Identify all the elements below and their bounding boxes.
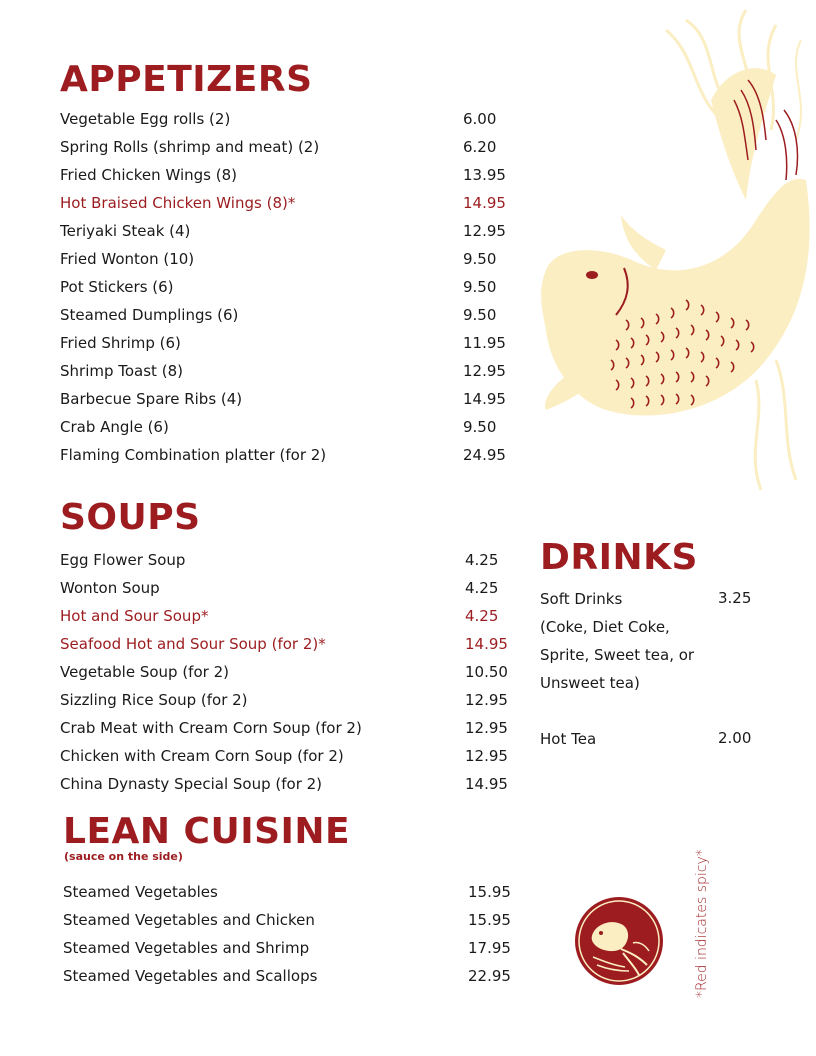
menu-item-name: Wonton Soup — [60, 579, 160, 597]
soft-drinks-price: 3.25 — [718, 589, 752, 607]
menu-item-name: Chicken with Cream Corn Soup (for 2) — [60, 747, 344, 765]
menu-item-name: Flaming Combination platter (for 2) — [60, 446, 327, 464]
menu-item — [60, 273, 520, 301]
lean-cuisine-heading: LEAN CUISINE — [63, 811, 351, 852]
menu-item-name: Hot and Sour Soup* — [60, 607, 209, 625]
soups-list — [60, 546, 520, 798]
menu-item-price: 6.20 — [463, 138, 497, 156]
menu-item — [63, 906, 523, 934]
menu-item-price: 10.50 — [465, 663, 508, 681]
menu-item-name: Fried Wonton (10) — [60, 250, 195, 268]
menu-item — [60, 714, 520, 742]
menu-item-name: Steamed Dumplings (6) — [60, 306, 239, 324]
menu-item — [63, 934, 523, 962]
spicy-note: *Red indicates spicy* — [694, 849, 710, 998]
menu-item — [60, 357, 520, 385]
koi-logo-icon — [573, 895, 665, 987]
menu-item — [60, 301, 520, 329]
menu-item — [60, 770, 520, 798]
appetizers-list — [60, 105, 520, 469]
menu-item-name: Fried Chicken Wings (8) — [60, 166, 237, 184]
menu-item-name: China Dynasty Special Soup (for 2) — [60, 775, 323, 793]
menu-item — [60, 329, 520, 357]
menu-item-name: Shrimp Toast (8) — [60, 362, 183, 380]
menu-item-name: Fried Shrimp (6) — [60, 334, 181, 352]
menu-item-price: 14.95 — [463, 194, 506, 212]
menu-item — [60, 686, 520, 714]
soft-drinks-line-2: (Coke, Diet Coke, — [540, 618, 670, 636]
menu-item-name: Crab Angle (6) — [60, 418, 169, 436]
menu-item-name: Steamed Vegetables and Chicken — [63, 911, 315, 929]
hot-tea-name: Hot Tea — [540, 730, 597, 748]
menu-item — [60, 161, 520, 189]
lean-cuisine-list — [63, 878, 523, 990]
menu-item-price: 17.95 — [468, 939, 511, 957]
menu-item-name: Teriyaki Steak (4) — [60, 222, 191, 240]
menu-item — [60, 441, 520, 469]
soft-drinks-line-1: Soft Drinks — [540, 590, 623, 608]
menu-item-price: 4.25 — [465, 551, 499, 569]
menu-item — [60, 105, 520, 133]
menu-item — [60, 217, 520, 245]
menu-item-price: 14.95 — [465, 635, 508, 653]
menu-item-price: 9.50 — [463, 418, 497, 436]
menu-item-name: Crab Meat with Cream Corn Soup (for 2) — [60, 719, 362, 737]
menu-item-price: 13.95 — [463, 166, 506, 184]
menu-item — [60, 602, 520, 630]
menu-item-name: Barbecue Spare Ribs (4) — [60, 390, 243, 408]
soft-drinks-line-4: Unsweet tea) — [540, 674, 640, 692]
menu-item — [60, 546, 520, 574]
soft-drinks-line-3: Sprite, Sweet tea, or — [540, 646, 695, 664]
menu-item-price: 12.95 — [465, 747, 508, 765]
menu-item — [60, 133, 520, 161]
menu-item-price: 11.95 — [463, 334, 506, 352]
menu-item-price: 4.25 — [465, 607, 499, 625]
drinks-heading: DRINKS — [540, 537, 698, 578]
menu-item-name: Egg Flower Soup — [60, 551, 186, 569]
menu-item-price: 12.95 — [465, 719, 508, 737]
menu-item — [60, 385, 520, 413]
menu-item — [60, 630, 520, 658]
appetizers-heading: APPETIZERS — [60, 59, 313, 100]
menu-item-name: Steamed Vegetables and Shrimp — [63, 939, 310, 957]
menu-item-price: 12.95 — [463, 222, 506, 240]
menu-item-name: Vegetable Egg rolls (2) — [60, 110, 231, 128]
menu-item-name: Spring Rolls (shrimp and meat) (2) — [60, 138, 320, 156]
menu-item-name: Hot Braised Chicken Wings (8)* — [60, 194, 296, 212]
menu-item-name: Pot Stickers (6) — [60, 278, 174, 296]
menu-item-price: 9.50 — [463, 250, 497, 268]
menu-item-price: 14.95 — [463, 390, 506, 408]
menu-item-price: 22.95 — [468, 967, 511, 985]
menu-item-price: 12.95 — [465, 691, 508, 709]
menu-item-name: Seafood Hot and Sour Soup (for 2)* — [60, 635, 326, 653]
menu-item-name: Vegetable Soup (for 2) — [60, 663, 229, 681]
menu-item-price: 9.50 — [463, 278, 497, 296]
menu-item-price: 14.95 — [465, 775, 508, 793]
menu-item-price: 9.50 — [463, 306, 497, 324]
menu-item-name: Steamed Vegetables — [63, 883, 218, 901]
lean-cuisine-subheading: (sauce on the side) — [64, 850, 183, 863]
menu-item — [63, 878, 523, 906]
menu-item-price: 12.95 — [463, 362, 506, 380]
hot-tea-price: 2.00 — [718, 729, 752, 747]
menu-item-price: 15.95 — [468, 911, 511, 929]
menu-item — [60, 742, 520, 770]
menu-item-price: 4.25 — [465, 579, 499, 597]
menu-item — [63, 962, 523, 990]
menu-item — [60, 658, 520, 686]
menu-item-price: 15.95 — [468, 883, 511, 901]
menu-item — [60, 413, 520, 441]
menu-item — [60, 189, 520, 217]
menu-item-name: Sizzling Rice Soup (for 2) — [60, 691, 248, 709]
menu-item — [60, 574, 520, 602]
menu-item-name: Steamed Vegetables and Scallops — [63, 967, 318, 985]
soups-heading: SOUPS — [60, 497, 201, 538]
menu-item — [60, 245, 520, 273]
koi-fish-icon — [516, 0, 816, 500]
menu-item-price: 24.95 — [463, 446, 506, 464]
menu-item-price: 6.00 — [463, 110, 497, 128]
